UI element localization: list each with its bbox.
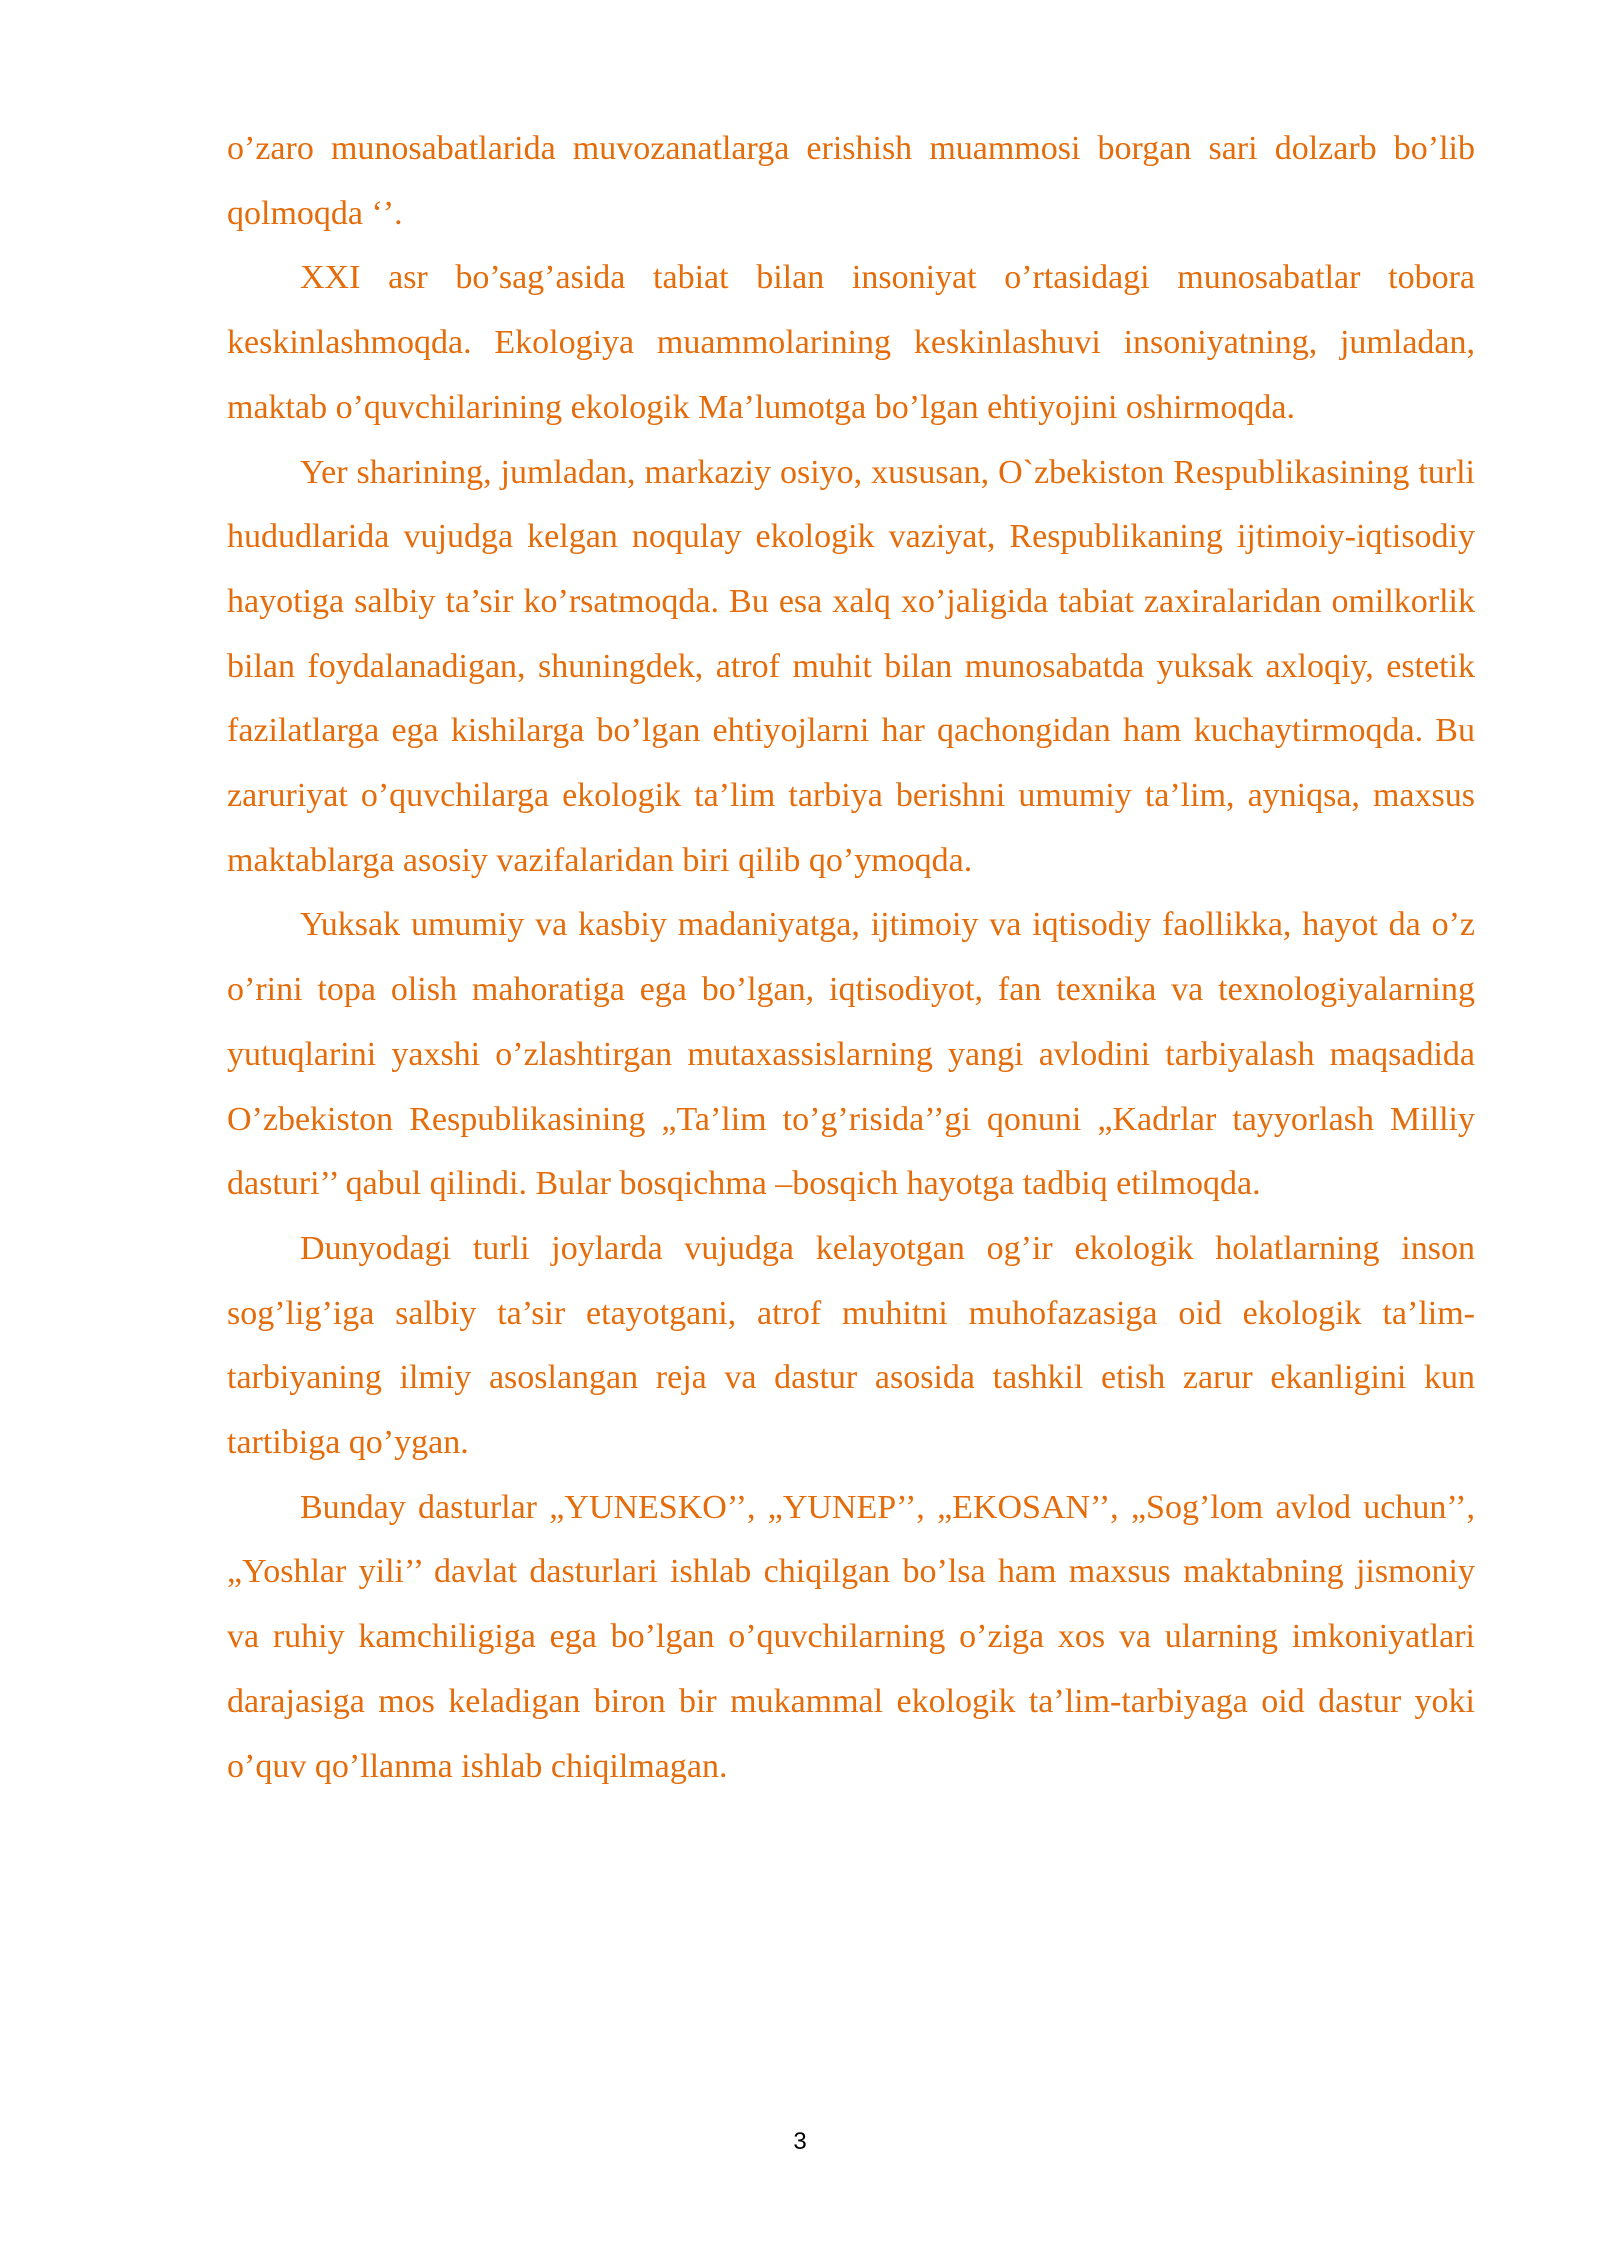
paragraph: XXI asr bo’sag’asida tabiat bilan insoniyat o’rtasidagi munosabatlar tobora keskinlashmoqda. Ekologiya muammolarining keskinlashuvi insoniyatning, jumladan, maktab o’quvchilarining ekologik Ma’lumotga bo’lgan ehtiyojini oshirmoqda. <box>227 259 1475 426</box>
paragraph: Yer sharining, jumladan, markaziy osiyo, xususan, O`zbekiston Respublikasining turli hududlarida vujudga kelgan noqulay ekologik vaziyat, Respublikaning ijtimoiy-iqtisodiy hayotiga salbiy ta’sir ko’rsatmoqda. Bu esa xalq xo’jaligida tabiat zaxiralaridan omilkorlik bilan foydalanadigan, shuningdek, atrof muhit bilan munosabatda yuksak axloqiy, estetik fazilatlarga ega kishilarga bo’lgan ehtiyojlarni har qachongidan ham kuchaytirmoqda. Bu zaruriyat o’quvchilarga ekologik ta’lim tarbiya berishni umumiy ta’lim, ayniqsa, maxsus maktablarga asosiy vazifalaridan biri qilib qo’ymoqda. <box>227 453 1475 879</box>
body-text <box>227 117 1475 1799</box>
paragraph: Dunyodagi turli joylarda vujudga kelayotgan og’ir ekologik holatlarning inson sog’lig’iga salbiy ta’sir etayotgani, atrof muhitni muhofazasiga oid ekologik ta’lim-tarbiyaning ilmiy asoslangan reja va dastur asosida tashkil etish zarur ekanligini kun tartibiga qo’ygan. <box>227 1229 1475 1462</box>
paragraph: Bunday dasturlar „YUNESKO’’, „YUNEP’’, „EKOSAN’’, „Sog’lom avlod uchun’’, „Yoshlar yili’’ davlat dasturlari ishlab chiqilgan bo’lsa ham maxsus maktabning jismoniy va ruhiy kamchiligiga ega bo’lgan o’quvchilarning o’ziga xos va ularning imkoniyatlari darajasiga mos keladigan biron bir mukammal ekologik ta’lim-tarbiyaga oid dastur yoki o’quv qo’llanma ishlab chiqilmagan. <box>227 1488 1475 1785</box>
page-number: 3 <box>793 2128 807 2155</box>
paragraph-continued: o’zaro munosabatlarida muvozanatlarga erishish muammosi borgan sari dolzarb bo’lib qolmoqda ‘’. <box>227 130 1475 232</box>
paragraph: Yuksak umumiy va kasbiy madaniyatga, ijtimoiy va iqtisodiy faollikka, hayot da o’z o’rini topa olish mahoratiga ega bo’lgan, iqtisodiyot, fan texnika va texnologiyalarning yutuqlarini yaxshi o’zlashtirgan mutaxassislarning yangi avlodini tarbiyalash maqsadida O’zbekiston Respublikasining „Ta’lim to’g’risida’’gi qonuni „Kadrlar tayyorlash Milliy dasturi’’ qabul qilindi. Bular bosqichma –bosqich hayotga tadbiq etilmoqda. <box>227 906 1475 1203</box>
